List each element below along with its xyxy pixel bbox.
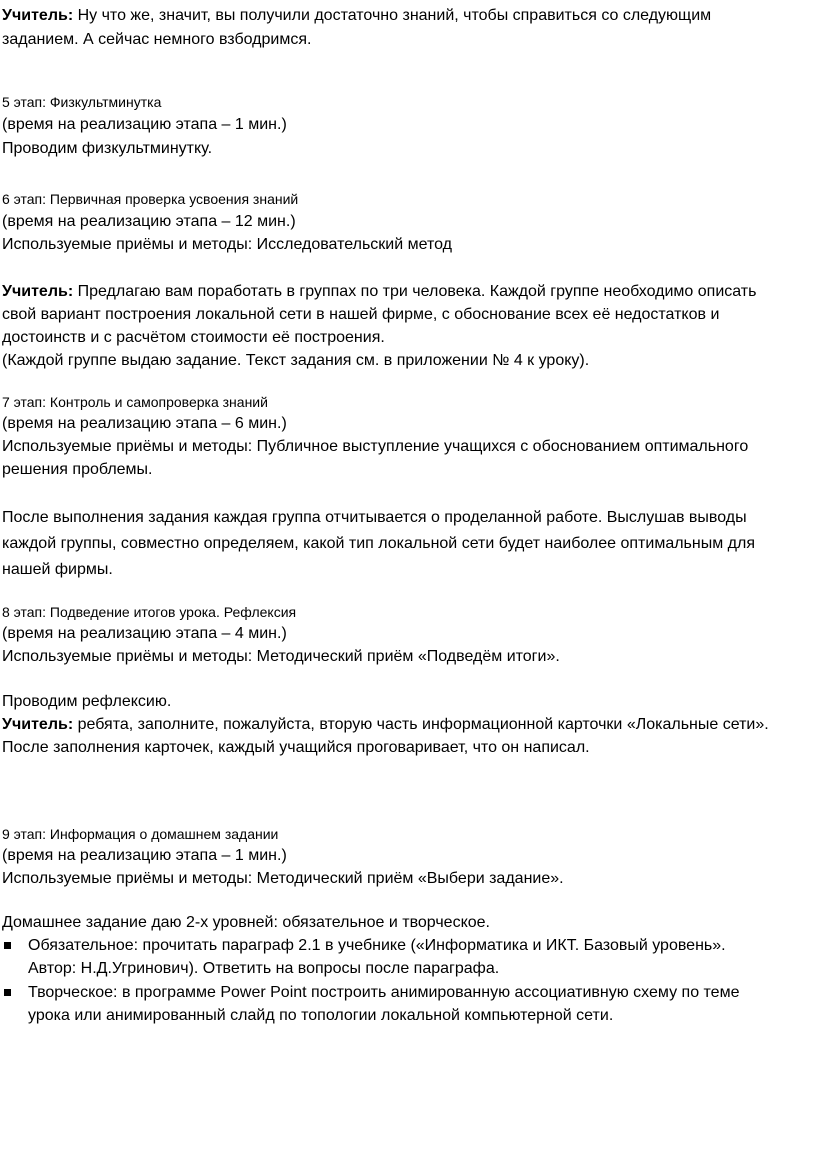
stage6-task-line-4: (Каждой группе выдаю задание. Текст задания см. в приложении № 4 к уроку).: [2, 352, 590, 369]
stage9-homework-intro: Домашнее задание даю 2-х уровней: обязательное и творческое.: [2, 914, 490, 931]
stage7-time: (время на реализацию этапа – 6 мин.): [2, 415, 287, 432]
stage6-methods: Используемые приёмы и методы: Исследовательский метод: [2, 236, 453, 253]
stage6-time: (время на реализацию этапа – 12 мин.): [2, 213, 296, 230]
stage5-text: Проводим физкультминутку.: [2, 140, 213, 157]
stage8-task-text-1: ребята, заполните, пожалуйста, вторую часть информационной карточки «Локальные сети».: [77, 716, 769, 733]
stage7-para-line-1: После выполнения задания каждая группа отчитывается о проделанной работе. Выслушав выводы: [2, 509, 747, 526]
stage8-methods: Используемые приёмы и методы: Методический приём «Подведём итоги».: [2, 648, 560, 665]
list-item-line-2: Автор: Н.Д.Угринович). Ответить на вопросы после параграфа.: [28, 960, 500, 977]
intro-text-1: Ну что же, значит, вы получили достаточно знаний, чтобы справиться со следующим: [77, 7, 712, 24]
stage9-methods: Используемые приёмы и методы: Методический приём «Выбери задание».: [2, 870, 564, 887]
list-item-line-2: урока или анимированный слайд по топологии локальной компьютерной сети.: [28, 1007, 614, 1024]
list-item-line-1: Творческое: в программе Power Point построить анимированную ассоциативную схему по теме: [28, 984, 740, 1001]
stage8-time: (время на реализацию этапа – 4 мин.): [2, 625, 287, 642]
intro-line-1: [2, 4, 816, 28]
stage8-reflection: Проводим рефлексию.: [2, 693, 172, 710]
stage6-task-line-2: свой вариант построения локальной сети в нашей фирме, с обоснование всех её недостатков и: [2, 306, 720, 323]
speaker-label: Учитель:: [2, 7, 74, 24]
stage5-time: (время на реализацию этапа – 1 мин.): [2, 116, 287, 133]
stage5-title: 5 этап: Физкультминутка: [2, 94, 162, 110]
intro-line-2: заданием. А сейчас немного взбодримся.: [2, 31, 312, 48]
stage8-title: 8 этап: Подведение итогов урока. Рефлексия: [2, 604, 297, 620]
stage6-task-text-1: Предлагаю вам поработать в группах по три человека. Каждой группе необходимо описать: [77, 283, 757, 300]
list-item-line-1: Обязательное: прочитать параграф 2.1 в учебнике («Информатика и ИКТ. Базовый уровень».: [28, 937, 726, 954]
stage7-para-line-2: каждой группы, совместно определяем, какой тип локальной сети будет наиболее оптимальным для: [2, 535, 755, 552]
stage9-title: 9 этап: Информация о домашнем задании: [2, 826, 279, 842]
stage7-title: 7 этап: Контроль и самопроверка знаний: [2, 394, 268, 410]
square-bullet-icon: [4, 989, 11, 996]
stage9-time: (время на реализацию этапа – 1 мин.): [2, 847, 287, 864]
stage6-task-line-1: [2, 280, 816, 304]
stage8-task-line-2: После заполнения карточек, каждый учащийся проговаривает, что он написал.: [2, 739, 590, 756]
stage7-methods-line-2: решения проблемы.: [2, 461, 153, 478]
speaker-label: Учитель:: [2, 716, 74, 733]
stage6-task-line-3: достоинств и с расчётом стоимости её построения.: [2, 329, 385, 346]
speaker-label: Учитель:: [2, 283, 74, 300]
stage8-task-line-1: [2, 713, 816, 737]
square-bullet-icon: [4, 942, 11, 949]
stage7-methods-line-1: Используемые приёмы и методы: Публичное выступление учащихся с обоснованием оптимального: [2, 438, 749, 455]
stage7-para-line-3: нашей фирмы.: [2, 561, 113, 578]
stage6-title: 6 этап: Первичная проверка усвоения знаний: [2, 191, 299, 207]
